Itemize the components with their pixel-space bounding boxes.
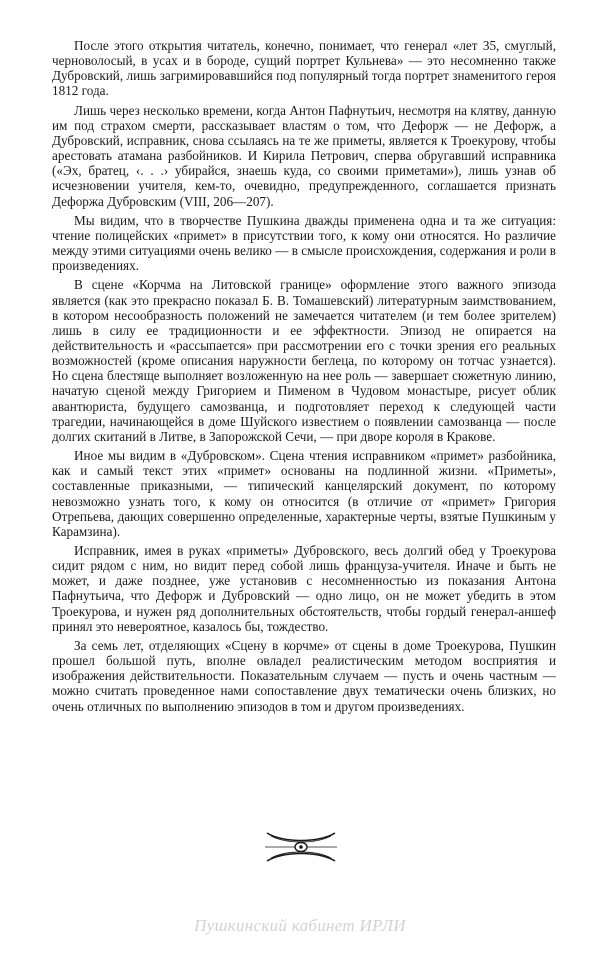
watermark: Пушкинский кабинет ИРЛИ: [194, 916, 406, 935]
paragraph-4: В сцене «Корчма на Литовской границе» оформление этого важного эпизода является (как это прекрасно показал Б. В. Томашевский) литературным заимствованием, в котором несообразность положений не замечается читателем (и тем более зрителем) лишь в силу ее традиционности и ее эффектности. Эпизод не опирается на действительность и «рассыпается» при рассмотрении его с точки зрения его реальных возможностей (кроме описания наружности беглеца, по которому он тотчас узнается). Но сцена блестяще выполняет возложенную на нее роль — завершает сюжетную линию, начатую сценой между Григорием и Пименом в Чудовом монастыре, рисует облик авантюриста, будущего самозванца, и подготовляет переход к следующей части трагедии, начинающейся в доме Шуйского известием о появлении самозванца — после долгих скитаний в Литве, в Запорожской Сечи, — при дворе короля в Кракове.: [52, 277, 556, 444]
body-text: [52, 38, 556, 718]
paragraph-7: За семь лет, отделяющих «Сцену в корчме» от сцены в доме Троекурова, Пушкин прошел большой путь, вполне овладел реалистическим методом восприятия и изображения действительности. Показательным случаем — пусть и очень частным — можно считать проведенное нами сопоставление двух тематически очень близких, но очень отличных по выполнению эпизодов в том и другом произведениях.: [52, 637, 556, 714]
end-ornament-icon: [261, 827, 341, 867]
paragraph-5: Иное мы видим в «Дубровском». Сцена чтения исправником «примет» разбойника, как и самый текст этих «примет» основаны на подлинной жизни. «Приметы», составленные приказными, — типический канцелярский документ, по которому невозможно узнать того, к кому он относится (в отличие от «примет» Григория Отрепьева, дающих совершенно определенные, характерные черты, взятые Пушкиным у Карамзина).: [52, 448, 556, 539]
paragraph-1: После этого открытия читатель, конечно, понимает, что генерал «лет 35, смуглый, черноволосый, в усах и в бороде, сущий портрет Кульнева» — это несомненно также Дубровский, лишь загримировавшийся под популярный тогда портрет знаменитого героя 1812 года.: [52, 38, 556, 99]
paragraph-2: Лишь через несколько времени, когда Антон Пафнутьич, несмотря на клятву, данную им под страхом смерти, рассказывает властям о том, что Дефорж — не Дефорж, а Дубровский, исправник, снова ссылаясь на те же приметы, является к Троекурову, чтобы арестовать атамана разбойников. И Кирила Петрович, сперва обругавший исправника («Эх, братец, ‹. . .› убирайся, знаешь куда, со своими приметами»), лишь узнав об исчезновении учителя, кем-то, очевидно, предупрежденного, соглашается признать Дефоржа Дубровским (VIII, 206—207).: [52, 102, 556, 209]
paragraph-3: Мы видим, что в творчестве Пушкина дважды применена одна и та же ситуация: чтение полицейских «примет» в присутствии того, к кому они относятся. Но различие между этими ситуациями очень велико — в смысле происхождения, содержания и роли в произведениях.: [52, 212, 556, 274]
paragraph-6: Исправник, имея в руках «приметы» Дубровского, весь долгий обед у Троекурова сидит рядом с ним, но видит перед собой лишь француза-учителя. Иначе и быть не может, и даже позднее, уже установив с несомненностью из показания Антона Пафнутьича, что Дефорж и Дубровский — одно лицо, он не может убедить в этом Троекурова, и нужен ряд дополнительных обстоятельств, чтобы гордый генерал-аншеф принял это невероятное, казалось бы, тождество.: [52, 543, 556, 634]
